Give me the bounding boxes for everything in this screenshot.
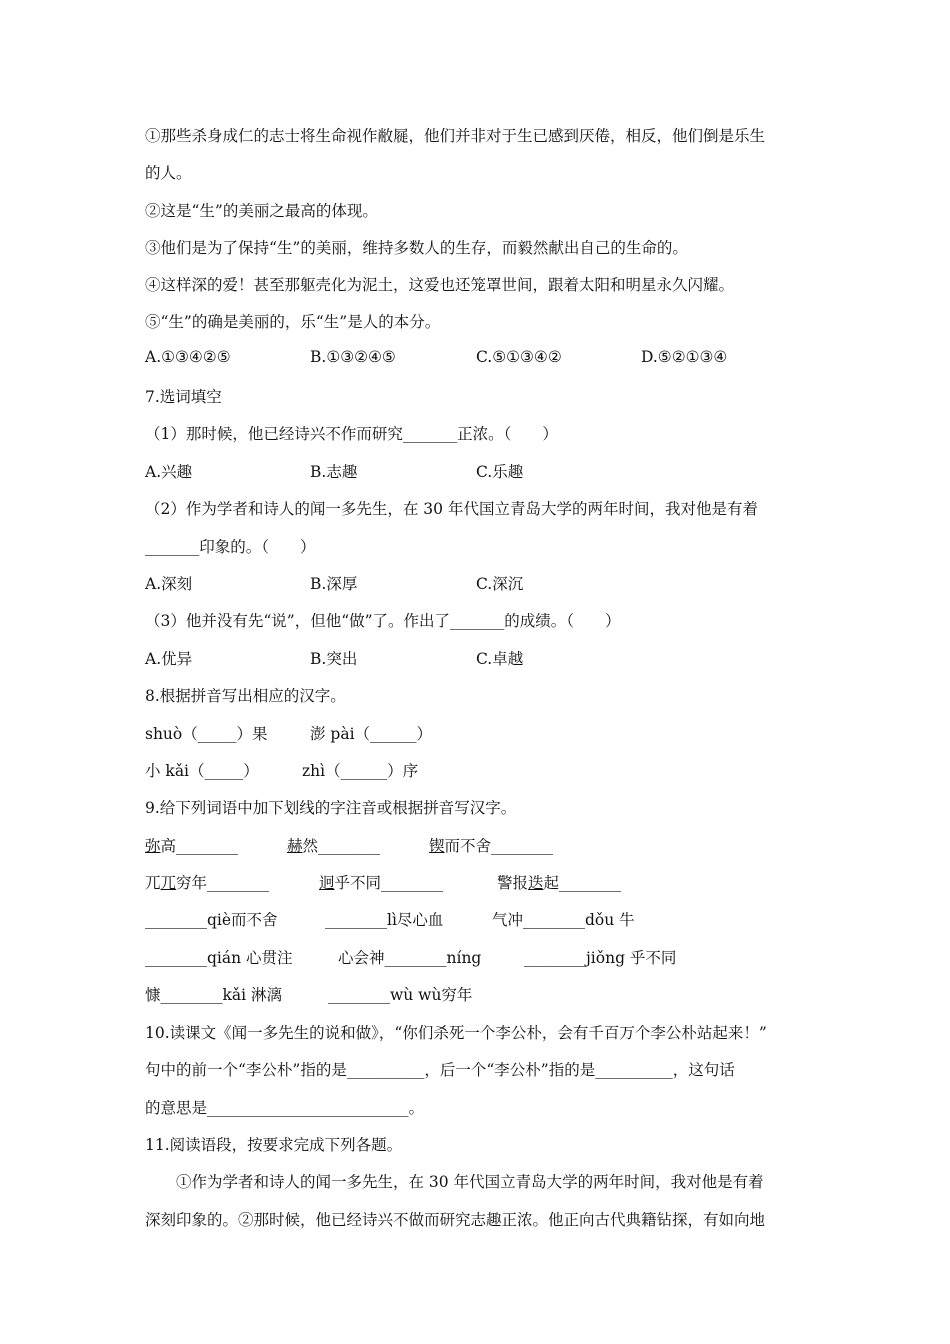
q9-item: ________lì尽心血 [325,911,444,929]
q6-option-d[interactable]: D.⑤②①③④ [641,348,728,366]
q7-p1-option-b[interactable]: B.志趣 [310,463,358,481]
q9-item: 气冲________dǒu 牛 [492,911,635,929]
q9-item: 弥高________ [145,837,239,855]
q9-item: 迥乎不同________ [319,874,444,892]
q6-sentence-1: ①那些杀身成仁的志士将生命视作敝屣，他们并非对于生已感到厌倦，相反，他们倒是乐生 [145,127,766,145]
q6-sentence-4: ④这样深的爱！甚至那躯壳化为泥土，这爱也还笼罩世间，跟着太阳和明星永久闪耀。 [145,276,735,294]
q8-item: zhì（______）序 [302,762,419,780]
q6-option-c[interactable]: C.⑤①③④② [476,348,562,366]
q6-option-b[interactable]: B.①③②④⑤ [310,348,396,366]
q6-sentence-2: ②这是“生”的美丽之最高的体现。 [145,202,378,220]
q9-item: 锲而不舍________ [429,837,554,855]
q8-item: shuò（_____）果 [145,725,268,743]
q9-item: 心会神________níng [338,949,482,967]
q10-line-3: 的意思是__________________________。 [145,1099,425,1117]
q9-item: ________wù wù穷年 [328,986,473,1004]
underlined-char: 迥 [319,874,335,892]
q9-item: 慷________kǎi 淋漓 [145,986,283,1004]
q8-title: 8.根据拼音写出相应的汉字。 [145,687,346,705]
underlined-char: 弥 [145,837,161,855]
q9-item: 警报迭起________ [497,874,622,892]
q9-item: ________jiǒng 乎不同 [524,949,677,967]
q8-item: 小 kǎi（_____） [145,762,259,780]
q7-p1-option-a[interactable]: A.兴趣 [145,463,193,481]
q7-part-2: （2）作为学者和诗人的闻一多先生，在 30 年代国立青岛大学的两年时间，我对他是有着 [145,500,758,518]
underlined-char: 迭 [528,874,544,892]
q11-passage-line-1: ①作为学者和诗人的闻一多先生，在 30 年代国立青岛大学的两年时间，我对他是有着 [176,1173,764,1191]
q7-p3-option-c[interactable]: C.卓越 [476,650,524,668]
q9-item: 赫然________ [287,837,381,855]
q7-p2-option-b[interactable]: B.深厚 [310,575,358,593]
q7-part-1: （1）那时候，他已经诗兴不作而研究_______正浓。（ ） [145,425,558,443]
q7-p1-option-c[interactable]: C.乐趣 [476,463,524,481]
q11-passage-line-2: 深刻印象的。②那时候，他已经诗兴不做而研究志趣正浓。他正向古代典籍钻探，有如向地 [145,1211,766,1229]
q6-option-a[interactable]: A.①③④②⑤ [145,348,231,366]
q9-item: ________qiè而不舍 [145,911,278,929]
q6-sentence-1-cont: 的人。 [145,164,192,182]
q7-p3-option-a[interactable]: A.优异 [145,650,193,668]
underlined-char: 赫 [287,837,303,855]
underlined-char: 锲 [429,837,445,855]
q7-part-2-cont: _______印象的。（ ） [145,538,316,556]
q7-p2-option-a[interactable]: A.深刻 [145,575,193,593]
q7-part-3: （3）他并没有先“说”，但他“做”了。作出了_______的成绩。（ ） [145,612,621,630]
q6-sentence-3: ③他们是为了保持“生”的美丽，维持多数人的生存，而毅然献出自己的生命的。 [145,239,688,257]
q9-item: 兀兀穷年________ [145,874,270,892]
q7-p2-option-c[interactable]: C.深沉 [476,575,524,593]
q9-title: 9.给下列词语中加下划线的字注音或根据拼音写汉字。 [145,799,517,817]
q6-sentence-5: ⑤“生”的确是美丽的，乐“生”是人的本分。 [145,313,441,331]
q10-line-1: 10.读课文《闻一多先生的说和做》，“你们杀死一个李公朴，会有千百万个李公朴站起来！” [145,1024,767,1042]
q7-title: 7.选词填空 [145,388,222,406]
q11-title: 11.阅读语段，按要求完成下列各题。 [145,1136,403,1154]
q8-item: 澎 pài（______） [310,725,433,743]
underlined-char: 兀 [160,874,177,892]
q7-p3-option-b[interactable]: B.突出 [310,650,358,668]
q10-line-2: 句中的前一个“李公朴”指的是__________，后一个“李公朴”指的是__________，这句话 [145,1061,735,1079]
q9-item: ________qián 心贯注 [145,949,293,967]
